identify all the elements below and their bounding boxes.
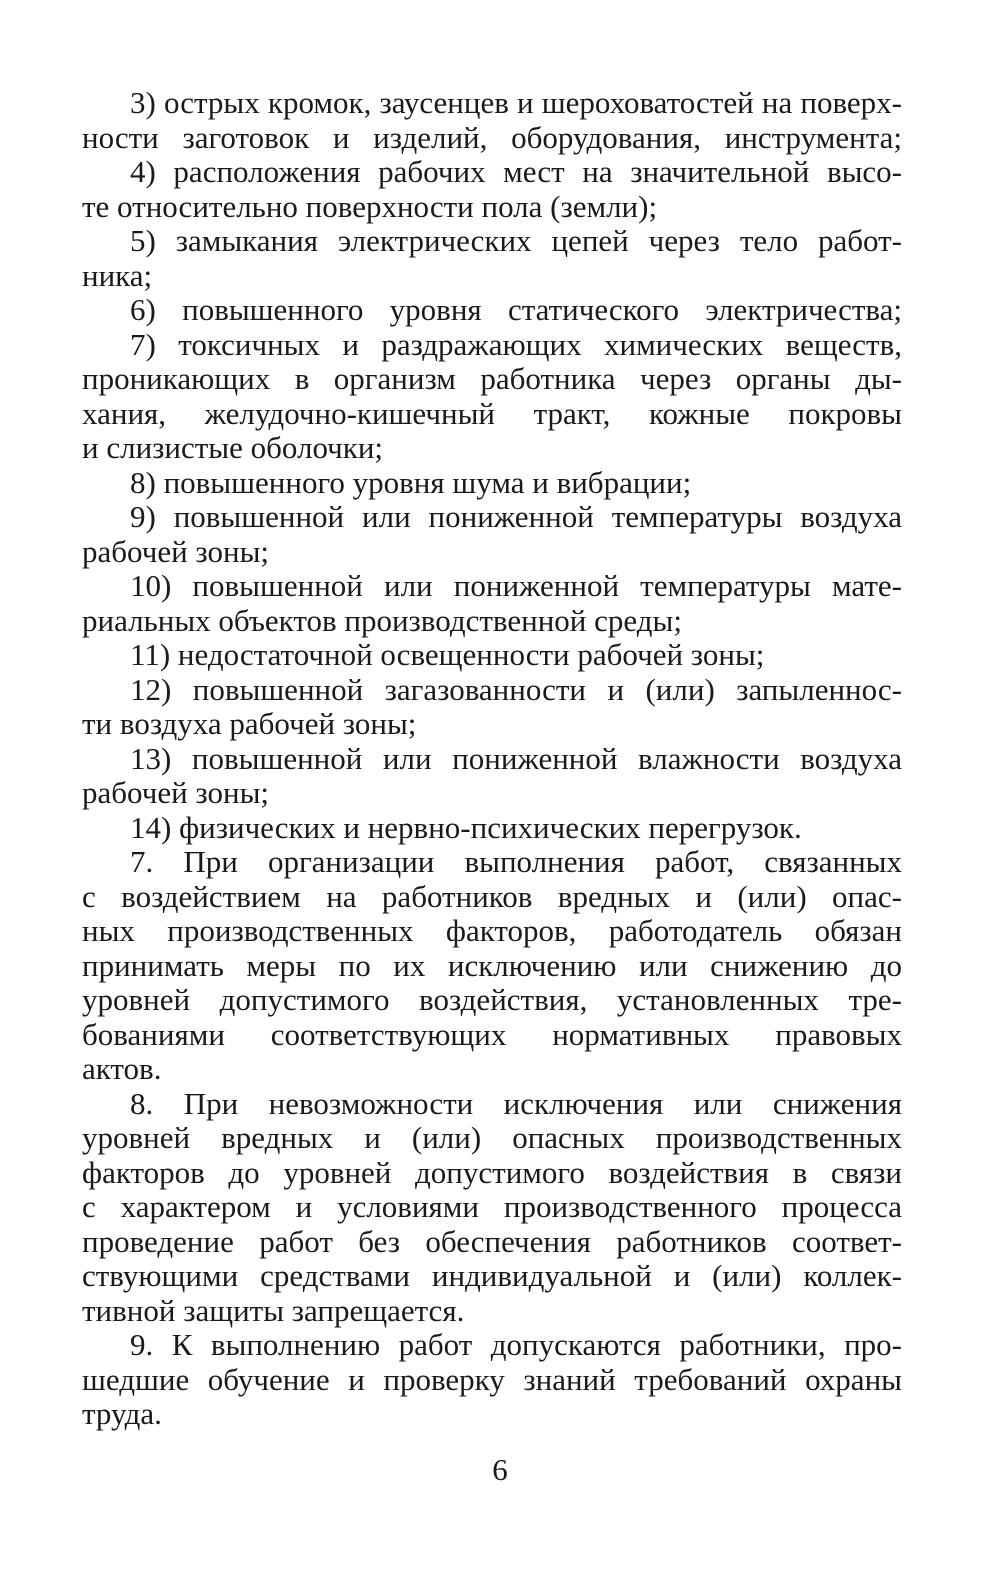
text-line: проникающих в организм работника через органы ды-: [82, 361, 902, 396]
text-line: 5) замыкания электрических цепей через тело работ-: [130, 223, 902, 258]
text-line: 12) повышенной загазованности и (или) запыленнос-: [130, 671, 902, 707]
text-line: бованиями соответствующих нормативных правовых: [82, 1016, 902, 1052]
text-line: с воздействием на работников вредных и (или) опас-: [82, 878, 902, 914]
body-text: [82, 86, 902, 1432]
text-line: актов.: [82, 1051, 162, 1086]
text-line: ти воздуха рабочей зоны;: [82, 706, 417, 741]
text-line: 8) повышенного уровня шума и вибрации;: [130, 464, 692, 500]
text-line: рабочей зоны;: [82, 775, 270, 810]
text-line: те относительно поверхности пола (земли);: [82, 188, 658, 224]
text-line: 7. При организации выполнения работ, связанных: [130, 844, 902, 879]
text-line: 14) физических и нервно-психических перегрузок.: [130, 809, 802, 845]
text-line: рабочей зоны;: [82, 533, 270, 569]
text-line: 4) расположения рабочих мест на значительной высо-: [130, 154, 902, 189]
text-line: шедшие обучение и проверку знаний требований охраны: [82, 1361, 902, 1397]
text-line: факторов до уровней допустимого воздействия в связи: [82, 1154, 902, 1190]
text-line: 9) повышенной или пониженной температуры воздуха: [130, 499, 902, 534]
text-line: уровней вредных и (или) опасных производственных: [82, 1120, 902, 1155]
text-line: 3) острых кромок, заусенцев и шероховатостей на поверх-: [130, 85, 902, 120]
text-line: 10) повышенной или пониженной температуры мате-: [130, 568, 902, 603]
text-line: с характером и условиями производственного процесса: [82, 1189, 902, 1224]
text-line: 9. К выполнению работ допускаются работники, про-: [130, 1327, 902, 1362]
text-line: тивной защиты запрещается.: [82, 1292, 465, 1328]
text-line: 11) недостаточной освещенности рабочей зоны;: [130, 637, 765, 672]
text-line: труда.: [82, 1396, 162, 1431]
text-line: ника;: [82, 257, 153, 293]
page-number: 6: [492, 1452, 508, 1487]
text-line: ности заготовок и изделий, оборудования, инструмента;: [82, 119, 902, 155]
text-line: и слизистые оболочки;: [82, 430, 384, 465]
text-line: 13) повышенной или пониженной влажности воздуха: [130, 740, 902, 776]
text-line: принимать меры по их исключению или снижению до: [82, 947, 902, 983]
text-line: 8. При невозможности исключения или снижения: [130, 1085, 902, 1121]
text-line: 6) повышенного уровня статического электричества;: [130, 292, 902, 327]
text-line: ствующими средствами индивидуальной и (или) коллек-: [82, 1258, 902, 1293]
text-line: 7) токсичных и раздражающих химических веществ,: [130, 326, 902, 362]
text-line: хания, желудочно-кишечный тракт, кожные покровы: [82, 395, 902, 431]
text-line: уровней допустимого воздействия, установленных тре-: [82, 982, 902, 1017]
text-line: ных производственных факторов, работодатель обязан: [82, 913, 902, 948]
text-line: риальных объектов производственной среды;: [82, 602, 682, 638]
text-line: проведение работ без обеспечения работников соответ-: [82, 1223, 902, 1259]
